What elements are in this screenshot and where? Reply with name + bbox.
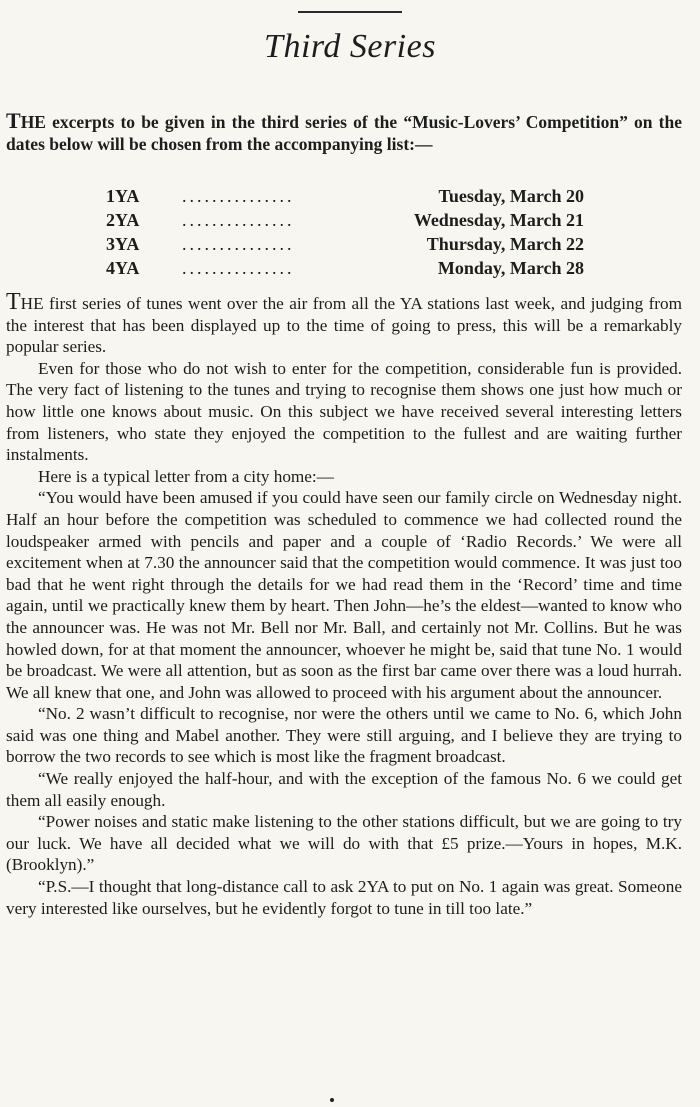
dot-leader: ............... [182,186,295,206]
body-paragraph: Here is a typical letter from a city home:— [38,466,334,486]
station-name: 3YA [106,234,140,254]
dot-leader: ............... [182,258,295,278]
body-paragraph [6,290,682,358]
paragraph-text: HE first series of tunes went over the air from all the YA stations last week, and judging from the interest that has been displayed up to the time of going to press, this will be a remarkably popular series. [6,294,682,357]
schedule-date: Thursday, March 22 [426,234,584,254]
schedule-row [106,186,584,210]
dot-leader: ............... [182,234,295,254]
schedule-row [106,210,584,234]
article-title: Third Series [264,28,436,65]
station-name: 4YA [106,258,140,278]
article-body [6,290,682,919]
intro-paragraph [6,110,682,155]
page-mark [330,1098,334,1102]
letter-paragraph: “P.S.—I thought that long-distance call to ask 2YA to put on No. 1 again was great. Someone very interested like ourselves, but he evidently forgot to tune in till too late.” [6,877,682,918]
body-paragraph: Even for those who do not wish to enter for the competition, considerable fun is provided. The very fact of listening to the tunes and trying to recognise them shows one just how much or how little one knows about music. On this subject we have received several interesting letters from listeners, who state they enjoyed the competition to the fullest and are waiting further instalments. [6,358,682,465]
intro-dropcap: T [6,108,21,133]
station-name: 2YA [106,210,140,230]
schedule-row [106,234,584,258]
letter-paragraph: “We really enjoyed the half-hour, and with the exception of the famous No. 6 we could get them all easily enough. [6,769,682,810]
schedule-date: Tuesday, March 20 [438,186,584,206]
body-dropcap: T [6,289,21,315]
intro-text: HE excerpts to be given in the third series of the “Music-Lovers’ Competition” on the dates below will be chosen from the accompanying list:— [6,112,682,154]
top-rule [298,11,402,13]
station-name: 1YA [106,186,140,206]
schedule-date: Wednesday, March 21 [413,210,584,230]
schedule-list [106,186,584,282]
letter-paragraph: “Power noises and static make listening to the other stations difficult, but we are going to try our luck. We have all decided what we will do with that £5 prize.—Yours in hopes, M.K. (Brooklyn).” [6,812,682,875]
schedule-date: Monday, March 28 [437,258,584,278]
letter-paragraph: “No. 2 wasn’t difficult to recognise, nor were the others until we came to No. 6, which John said was one thing and Mabel another. They were still arguing, and I believe they are trying to borrow the two records to see which is most like the fragment broadcast. [6,704,682,767]
dot-leader: ............... [182,210,295,230]
schedule-row [106,258,584,282]
letter-paragraph: “You would have been amused if you could have seen our family circle on Wednesday night. Half an hour before the competition was scheduled to commence we had collected round the loudspeaker armed with pencils and paper and a couple of ‘Radio Records.’ We were all excitement when at 7.30 the announcer said that the competition would commence. It was just too bad that he went right through the details for we had read them in the ‘Record’ time and time again, until we practically knew them by heart. Then John—he’s the eldest—wanted to know who the announcer was. He was not Mr. Bell nor Mr. Ball, and certainly not Mr. Collins. But he was howled down, for at that moment the announcer, whoever he might be, said that tune No. 1 would be broadcast. We were all attention, but as soon as the first bar came over there was a loud hurrah. We all knew that one, and John was allowed to proceed with his argument about the announcer. [6,488,682,702]
